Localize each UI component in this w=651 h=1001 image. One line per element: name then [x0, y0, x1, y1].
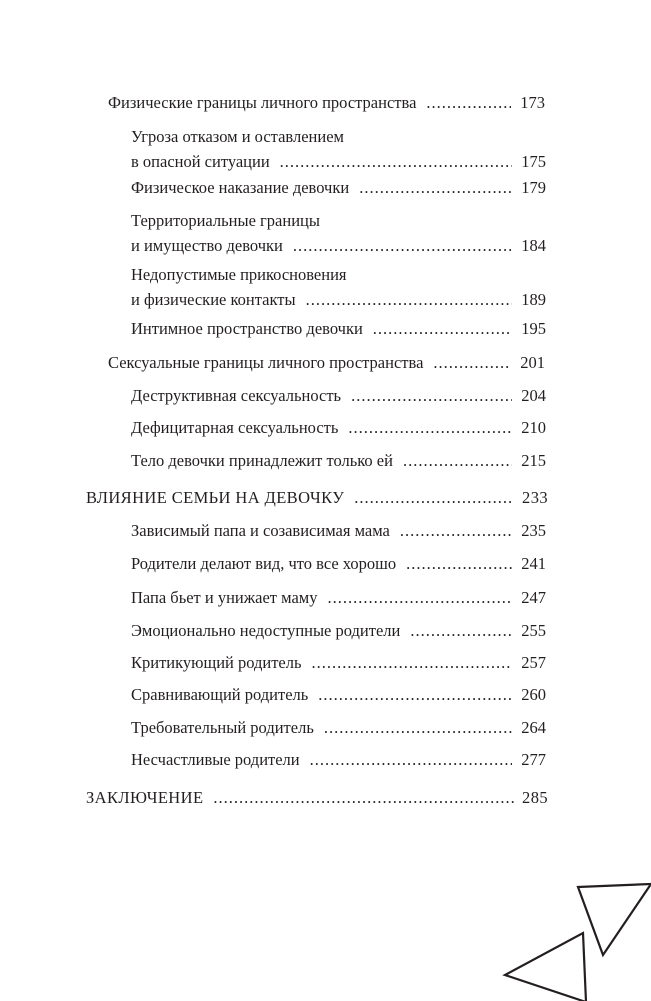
toc-entry-title: Физическое наказание девочки — [131, 178, 350, 197]
toc-entry-title: Родители делают вид, что все хорошо — [131, 554, 397, 573]
toc-entry-title: Деструктивная сексуальность — [131, 386, 342, 405]
toc-entry-title: и физические контакты — [131, 290, 296, 309]
toc-entry-title-line1: Недопустимые прикосновения — [131, 265, 347, 284]
toc-entry-title: Требовательный родитель — [131, 718, 314, 737]
toc-entry-title: Папа бьет и унижает маму — [131, 588, 318, 607]
toc-page-number: 179 — [521, 178, 546, 197]
toc-page-number: 247 — [521, 588, 546, 607]
toc-page-number: 201 — [520, 353, 545, 372]
toc-entry-title: Физические границы личного пространства — [108, 93, 417, 112]
toc-entry-title: Несчастливые родители — [131, 750, 300, 769]
toc-entry-title: ВЛИЯНИЕ СЕМЬИ НА ДЕВОЧКУ — [86, 488, 345, 507]
toc-entry-title: Критикующий родитель — [131, 653, 302, 672]
toc-page-number: 277 — [521, 750, 546, 769]
toc-entry-title: Сравнивающий родитель — [131, 685, 309, 704]
toc-page-number: 204 — [521, 386, 546, 405]
toc-page-number: 184 — [521, 236, 546, 255]
toc-entry-title: Тело девочки принадлежит только ей — [131, 451, 393, 470]
toc-entry-title: Дефицитарная сексуальность — [131, 418, 339, 437]
toc-entry-title: ЗАКЛЮЧЕНИЕ — [86, 788, 204, 807]
toc-page-number: 173 — [520, 93, 545, 112]
toc-page-number: 210 — [521, 418, 546, 437]
toc-page-number: 175 — [521, 152, 546, 171]
toc-page-number: 233 — [522, 488, 548, 507]
triangle-lower-icon — [505, 933, 586, 1001]
toc-entry-title: Зависимый папа и созависимая мама — [131, 521, 390, 540]
toc-page-number: 285 — [522, 788, 548, 807]
triangle-upper-icon — [578, 884, 651, 955]
toc-page-number: 257 — [521, 653, 546, 672]
toc-page-number: 189 — [521, 290, 546, 309]
toc-entry-title: Сексуальные границы личного пространства — [108, 353, 424, 372]
toc-entry-title-line1: Территориальные границы — [131, 211, 320, 230]
toc-page-number: 264 — [521, 718, 546, 737]
toc-page-number: 215 — [521, 451, 546, 470]
toc-entry-title: и имущество девочки — [131, 236, 283, 255]
toc-page-number: 235 — [521, 521, 546, 540]
toc-page-number: 241 — [521, 554, 546, 573]
toc-page-number: 260 — [521, 685, 546, 704]
toc-page-number: 195 — [521, 319, 546, 338]
toc-entry-title: Интимное пространство девочки — [131, 319, 363, 338]
toc-entry-title: в опасной ситуации — [131, 152, 270, 171]
toc-entry-title-line1: Угроза отказом и оставлением — [131, 127, 344, 146]
toc-page-number: 255 — [521, 621, 546, 640]
toc-entry-title: Эмоционально недоступные родители — [131, 621, 401, 640]
